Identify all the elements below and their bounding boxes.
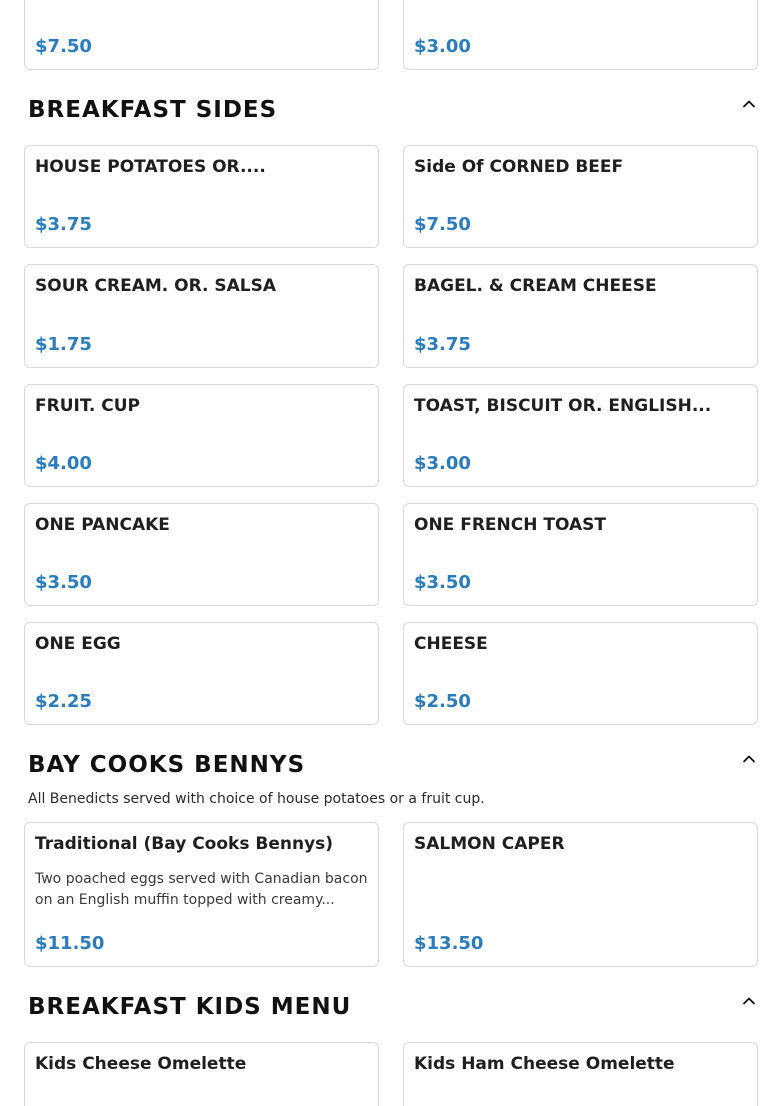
item-name: CHEESE <box>414 634 488 654</box>
item-price: $7.50 <box>414 214 471 235</box>
menu-item-card[interactable] <box>24 503 379 606</box>
item-name: BAGEL. & CREAM CHEESE <box>414 276 657 296</box>
menu-item-card[interactable] <box>24 822 379 967</box>
menu-item-card[interactable] <box>24 622 379 725</box>
menu-item-card[interactable] <box>403 145 758 248</box>
menu-item-card[interactable] <box>403 822 758 967</box>
item-price: $7.50 <box>35 36 92 57</box>
section-title-breakfast-sides: BREAKFAST SIDES <box>28 97 278 123</box>
menu-item-card[interactable] <box>24 145 379 248</box>
item-price: $3.75 <box>414 334 471 355</box>
menu-item-card[interactable] <box>403 264 758 368</box>
item-name: ONE PANCAKE <box>35 515 170 535</box>
item-price: $13.50 <box>414 933 484 954</box>
item-name: Traditional (Bay Cooks Bennys) <box>35 834 334 854</box>
item-price: $3.00 <box>414 36 471 57</box>
menu-item-card[interactable] <box>24 1042 379 1106</box>
menu-item-card[interactable] <box>403 503 758 606</box>
menu-item-card[interactable] <box>24 264 379 368</box>
menu-item-card[interactable] <box>24 0 379 70</box>
item-price: $2.25 <box>35 691 92 712</box>
section-title-bay-cooks-bennys: BAY COOKS BENNYS <box>28 752 306 778</box>
item-name: FRUIT. CUP <box>35 396 140 416</box>
chevron-up-icon <box>742 994 756 1008</box>
menu-item-card[interactable] <box>403 1042 758 1106</box>
item-name: SOUR CREAM. OR. SALSA <box>35 276 277 296</box>
menu-item-card[interactable] <box>403 0 758 70</box>
item-name: Kids Ham Cheese Omelette <box>414 1054 675 1074</box>
collapse-section-button[interactable] <box>738 93 760 115</box>
chevron-up-icon <box>742 752 756 766</box>
item-price: $11.50 <box>35 933 105 954</box>
item-name: HOUSE POTATOES OR.... <box>35 157 266 177</box>
item-name: ONE EGG <box>35 634 121 654</box>
item-price: $3.50 <box>414 572 471 593</box>
item-price: $4.00 <box>35 453 92 474</box>
menu-item-card[interactable] <box>403 622 758 725</box>
item-name: SALMON CAPER <box>414 834 565 854</box>
menu-item-card[interactable] <box>403 384 758 487</box>
item-name: TOAST, BISCUIT OR. ENGLISH... <box>414 396 712 416</box>
item-name: Kids Cheese Omelette <box>35 1054 247 1074</box>
item-name: ONE FRENCH TOAST <box>414 515 606 535</box>
item-price: $3.00 <box>414 453 471 474</box>
item-name: Side Of CORNED BEEF <box>414 157 624 177</box>
menu-item-card[interactable] <box>24 384 379 487</box>
item-price: $1.75 <box>35 334 92 355</box>
section-title-breakfast-kids-menu: BREAKFAST KIDS MENU <box>28 994 352 1020</box>
collapse-section-button[interactable] <box>738 990 760 1012</box>
collapse-section-button[interactable] <box>738 748 760 770</box>
section-description: All Benedicts served with choice of house potatoes or a fruit cup. <box>28 791 485 807</box>
item-description: Two poached eggs served with Canadian bacon on an English muffin topped with creamy... <box>35 871 368 908</box>
item-price: $3.75 <box>35 214 92 235</box>
item-price: $2.50 <box>414 691 471 712</box>
item-price: $3.50 <box>35 572 92 593</box>
chevron-up-icon <box>742 97 756 111</box>
